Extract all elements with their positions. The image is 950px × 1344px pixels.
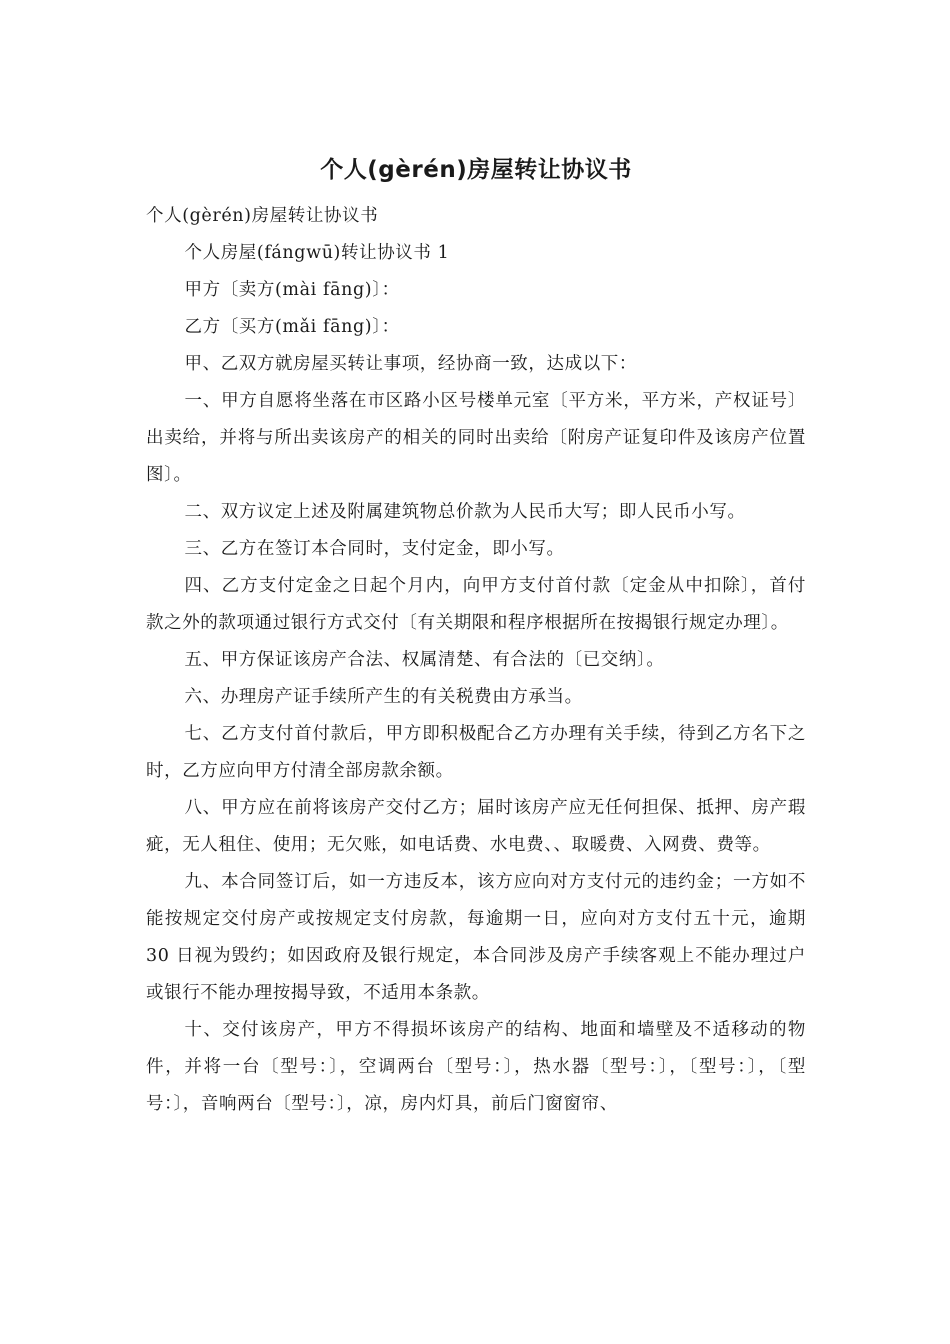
document-page	[146, 148, 806, 1123]
clause-5: 五、甲方保证该房产合法、权属清楚、有合法的〔已交纳〕。	[184, 650, 665, 670]
clause-4: 四、乙方支付定金之日起个月内，向甲方支付首付款〔定金从中扣除〕，首付款之外的款项通过银行方式交付〔有关期限和程序根据所在按揭银行规定办理〕。	[146, 576, 806, 633]
document-title: 个人(gèrén)房屋转让协议书	[320, 157, 632, 183]
clause-2: 二、双方议定上述及附属建筑物总价款为人民币大写；即人民币小写。	[184, 502, 746, 522]
section-heading: 个人房屋(fángwū)转让协议书 1	[184, 243, 450, 263]
clause-1: 一、甲方自愿将坐落在市区路小区号楼单元室〔平方米，平方米，产权证号〕出卖给，并将与所出卖该房产的相关的同时出卖给〔附房产证复印件及该房产位置图〕。	[146, 391, 806, 485]
clause-6: 六、办理房产证手续所产生的有关税费由方承当。	[184, 687, 583, 707]
clause-10: 十、交付该房产，甲方不得损坏该房产的结构、地面和墙壁及不适移动的物件，并将一台〔型号：〕，空调两台〔型号：〕，热水器〔型号：〕，〔型号：〕，〔型号：〕，音响两台〔型号：〕，凉，房内灯具，前后门窗窗帘、	[146, 1020, 806, 1114]
party-a-line: 甲方〔卖方(mài fāng)〕：	[184, 280, 400, 300]
subtitle-line: 个人(gèrén)房屋转让协议书	[146, 206, 379, 226]
preamble-paragraph: 甲、乙双方就房屋买转让事项，经协商一致，达成以下：	[184, 354, 637, 374]
clause-9: 九、本合同签订后，如一方违反本，该方应向对方支付元的违约金；一方如不能按规定交付房产或按规定支付房款，每逾期一日，应向对方支付五十元，逾期 30 日视为毁约；如因政府及银行规定，本合同涉及房产手续客观上不能办理过户或银行不能办理按揭导致，不适用本条款。	[146, 872, 806, 1003]
clause-8: 八、甲方应在前将该房产交付乙方；届时该房产应无任何担保、抵押、房产瑕疵，无人租住、使用；无欠账，如电话费、水电费、、取暖费、入网费、费等。	[146, 798, 806, 855]
clause-3: 三、乙方在签订本合同时，支付定金，即小写。	[184, 539, 565, 559]
party-b-line: 乙方〔买方(mǎi fāng)〕：	[184, 317, 400, 337]
clause-7: 七、乙方支付首付款后，甲方即积极配合乙方办理有关手续，待到乙方名下之时，乙方应向甲方付清全部房款余额。	[146, 724, 806, 781]
